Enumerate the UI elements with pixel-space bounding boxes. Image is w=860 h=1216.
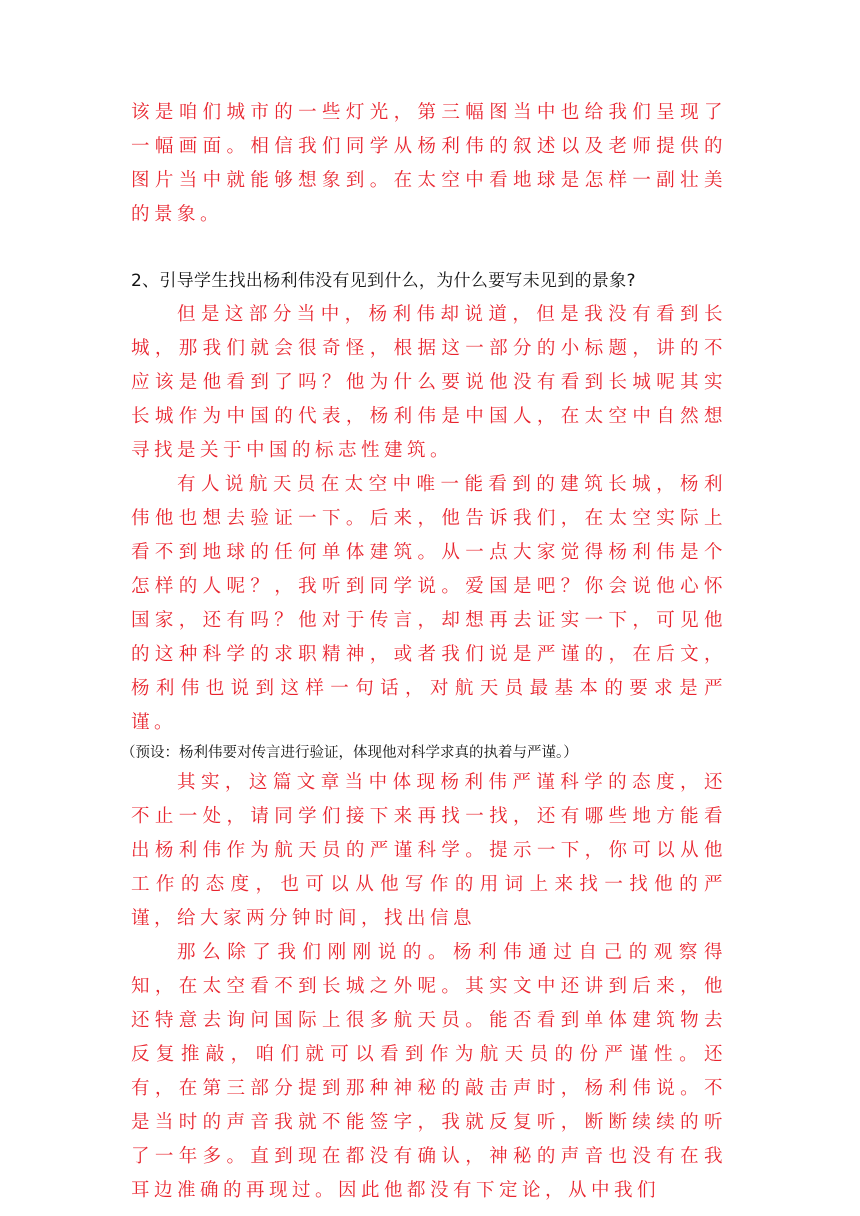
document-body xyxy=(121,96,727,1208)
paragraph-rigorous-science: 其实，这篇文章当中体现杨利伟严谨科学的态度，还不止一处，请同学们接下来再找一找，还有哪些地方能看出杨利伟作为航天员的严谨科学。提示一下，你可以从他工作的态度，也可以从他写作的用词上来找一找他的严谨，给大家两分钟时间，找出信息 xyxy=(131,772,727,929)
preset-note: （预设：杨利伟要对传言进行验证，体现他对科学求真的执着与严谨。） xyxy=(121,745,578,761)
paragraph-continuation: 该是咱们城市的一些灯光，第三幅图当中也给我们呈现了一幅画面。相信我们同学从杨利伟的叙述以及老师提供的图片当中就能够想象到。在太空中看地球是怎样一副壮美的景象。 xyxy=(131,102,727,225)
paragraph-mysterious-sound: 那么除了我们刚刚说的。杨利伟通过自己的观察得知，在太空看不到长城之外呢。其实文中还讲到后来，他还特意去询问国际上很多航天员。能否看到单体建筑物去反复推敲，咱们就可以看到作为航天员的份严谨性。还有，在第三部分提到那种神秘的敲击声时，杨利伟说。不是当时的声音我就不能签字，我就反复听，断断续续的听了一年多。直到现在都没有确认，神秘的声音也没有在我耳边准确的再现过。因此他都没有下定论，从中我们 xyxy=(131,942,727,1201)
paragraph-great-wall-not-seen: 但是这部分当中，杨利伟却说道，但是我没有看到长城，那我们就会很奇怪，根据这一部分的小标题，讲的不应该是他看到了吗？他为什么要说他没有看到长城呢其实长城作为中国的代表，杨利伟是中国人，在太空中自然想寻找是关于中国的标志性建筑。 xyxy=(131,304,727,461)
paragraph-spacer xyxy=(131,232,727,266)
paragraph-verify-rumor: 有人说航天员在太空中唯一能看到的建筑长城，杨利伟他也想去验证一下。后来，他告诉我们，在太空实际上看不到地球的任何单体建筑。从一点大家觉得杨利伟是个怎样的人呢？，我听到同学说。爱国是吧？你会说他心怀国家，还有吗？他对于传言，却想再去证实一下，可见他的这种科学的求职精神，或者我们说是严谨的，在后文，杨利伟也说到这样一句话，对航天员最基本的要求是严谨。 xyxy=(131,474,727,733)
section-heading: 2、引导学生找出杨利伟没有见到什么，为什么要写未见到的景象? xyxy=(131,271,636,291)
